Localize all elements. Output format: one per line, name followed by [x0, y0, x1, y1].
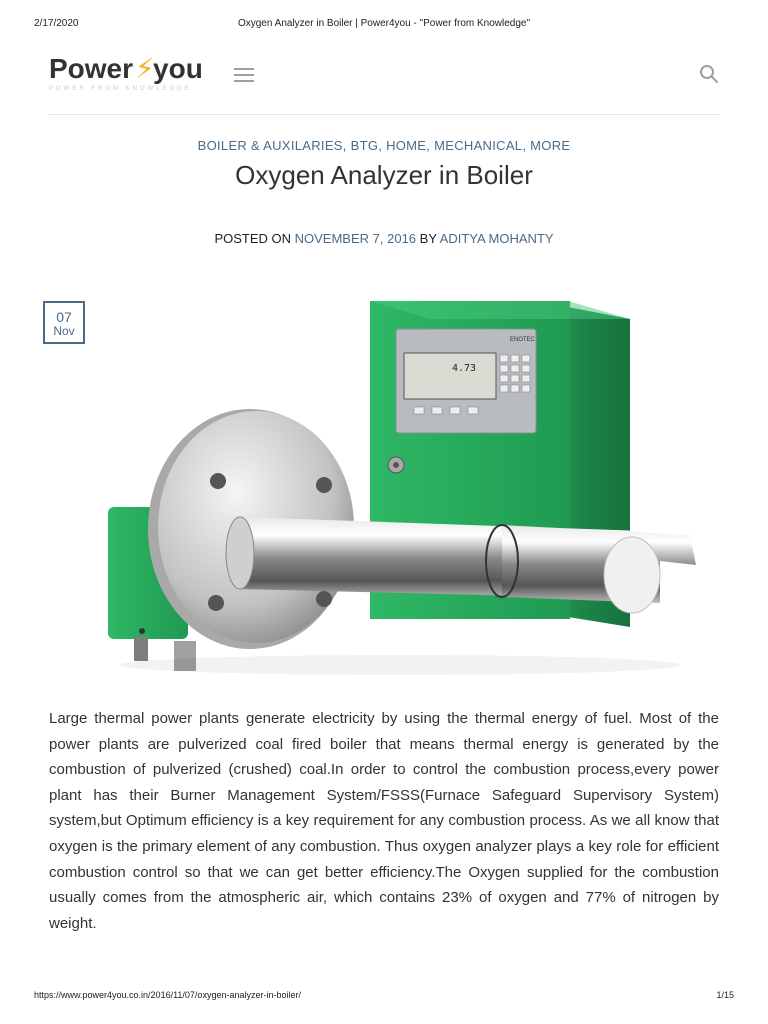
post-meta: [0, 231, 768, 246]
category-link[interactable]: MORE: [530, 138, 571, 153]
print-date: 2/17/2020: [34, 18, 79, 29]
post-title: Oxygen Analyzer in Boiler: [235, 160, 533, 190]
print-header: [34, 18, 734, 32]
category-link[interactable]: MECHANICAL: [434, 138, 523, 153]
site-tagline: POWER FROM KNOWLEDGE: [49, 86, 192, 92]
display-reading: 4.73: [452, 363, 477, 374]
logo-text-you: you: [153, 53, 203, 84]
category-link[interactable]: HOME: [386, 138, 427, 153]
hamburger-menu-icon[interactable]: [234, 66, 254, 82]
post-categories: BOILER & AUXILARIES, BTG, HOME, MECHANICAL, MORE: [197, 138, 571, 153]
logo-text-power: Power: [49, 53, 134, 84]
date-badge-month: Nov: [53, 324, 75, 338]
site-header: [49, 48, 719, 115]
site-logo[interactable]: [49, 52, 203, 85]
print-url: https://www.power4you.co.in/2016/11/07/oxygen-analyzer-in-boiler/: [34, 990, 301, 1000]
print-footer: [34, 990, 734, 1004]
category-link[interactable]: BOILER & AUXILARIES: [197, 138, 343, 153]
print-page-number: 1/15: [716, 990, 734, 1000]
meta-posted-on: POSTED ON: [214, 231, 292, 246]
featured-image-oxygen-analyzer: [100, 285, 720, 685]
meta-by: BY: [419, 231, 437, 246]
lightning-bolt-icon: ⚡: [135, 53, 155, 84]
author-link[interactable]: ADITYA MOHANTY: [439, 231, 554, 246]
date-badge-day: 07: [56, 309, 72, 325]
display-panel: [396, 329, 536, 433]
post-date-link[interactable]: NOVEMBER 7, 2016: [294, 231, 417, 246]
category-link[interactable]: BTG: [350, 138, 379, 153]
display-brand: ENOTEC: [510, 337, 536, 343]
print-document-title: Oxygen Analyzer in Boiler | Power4you - "Power from Knowledge": [237, 18, 531, 29]
date-badge: [43, 301, 85, 344]
post-body-paragraph: Large thermal power plants generate electricity by using the thermal energy of fuel. Most of the power plants are pulverized coal fired boiler that means thermal energy is generated by the combustion of pulverized (crushed) coal.In order to control the combustion process,every power plant has their Burner Management System/FSSS(Furnace Safeguard Supervisory System) system,but Optimum efficiency is a key requirement for any combustion process. As we all know that oxygen is the primary element of any combustion. Thus oxygen analyzer plays a key role for efficient combustion control so that we can get better efficiency.The Oxygen supplied for the combustion usually comes from the atmospheric air, which contains 23% of oxygen and 77% of nitrogen by weight.: [49, 710, 719, 932]
search-icon[interactable]: [699, 64, 719, 84]
